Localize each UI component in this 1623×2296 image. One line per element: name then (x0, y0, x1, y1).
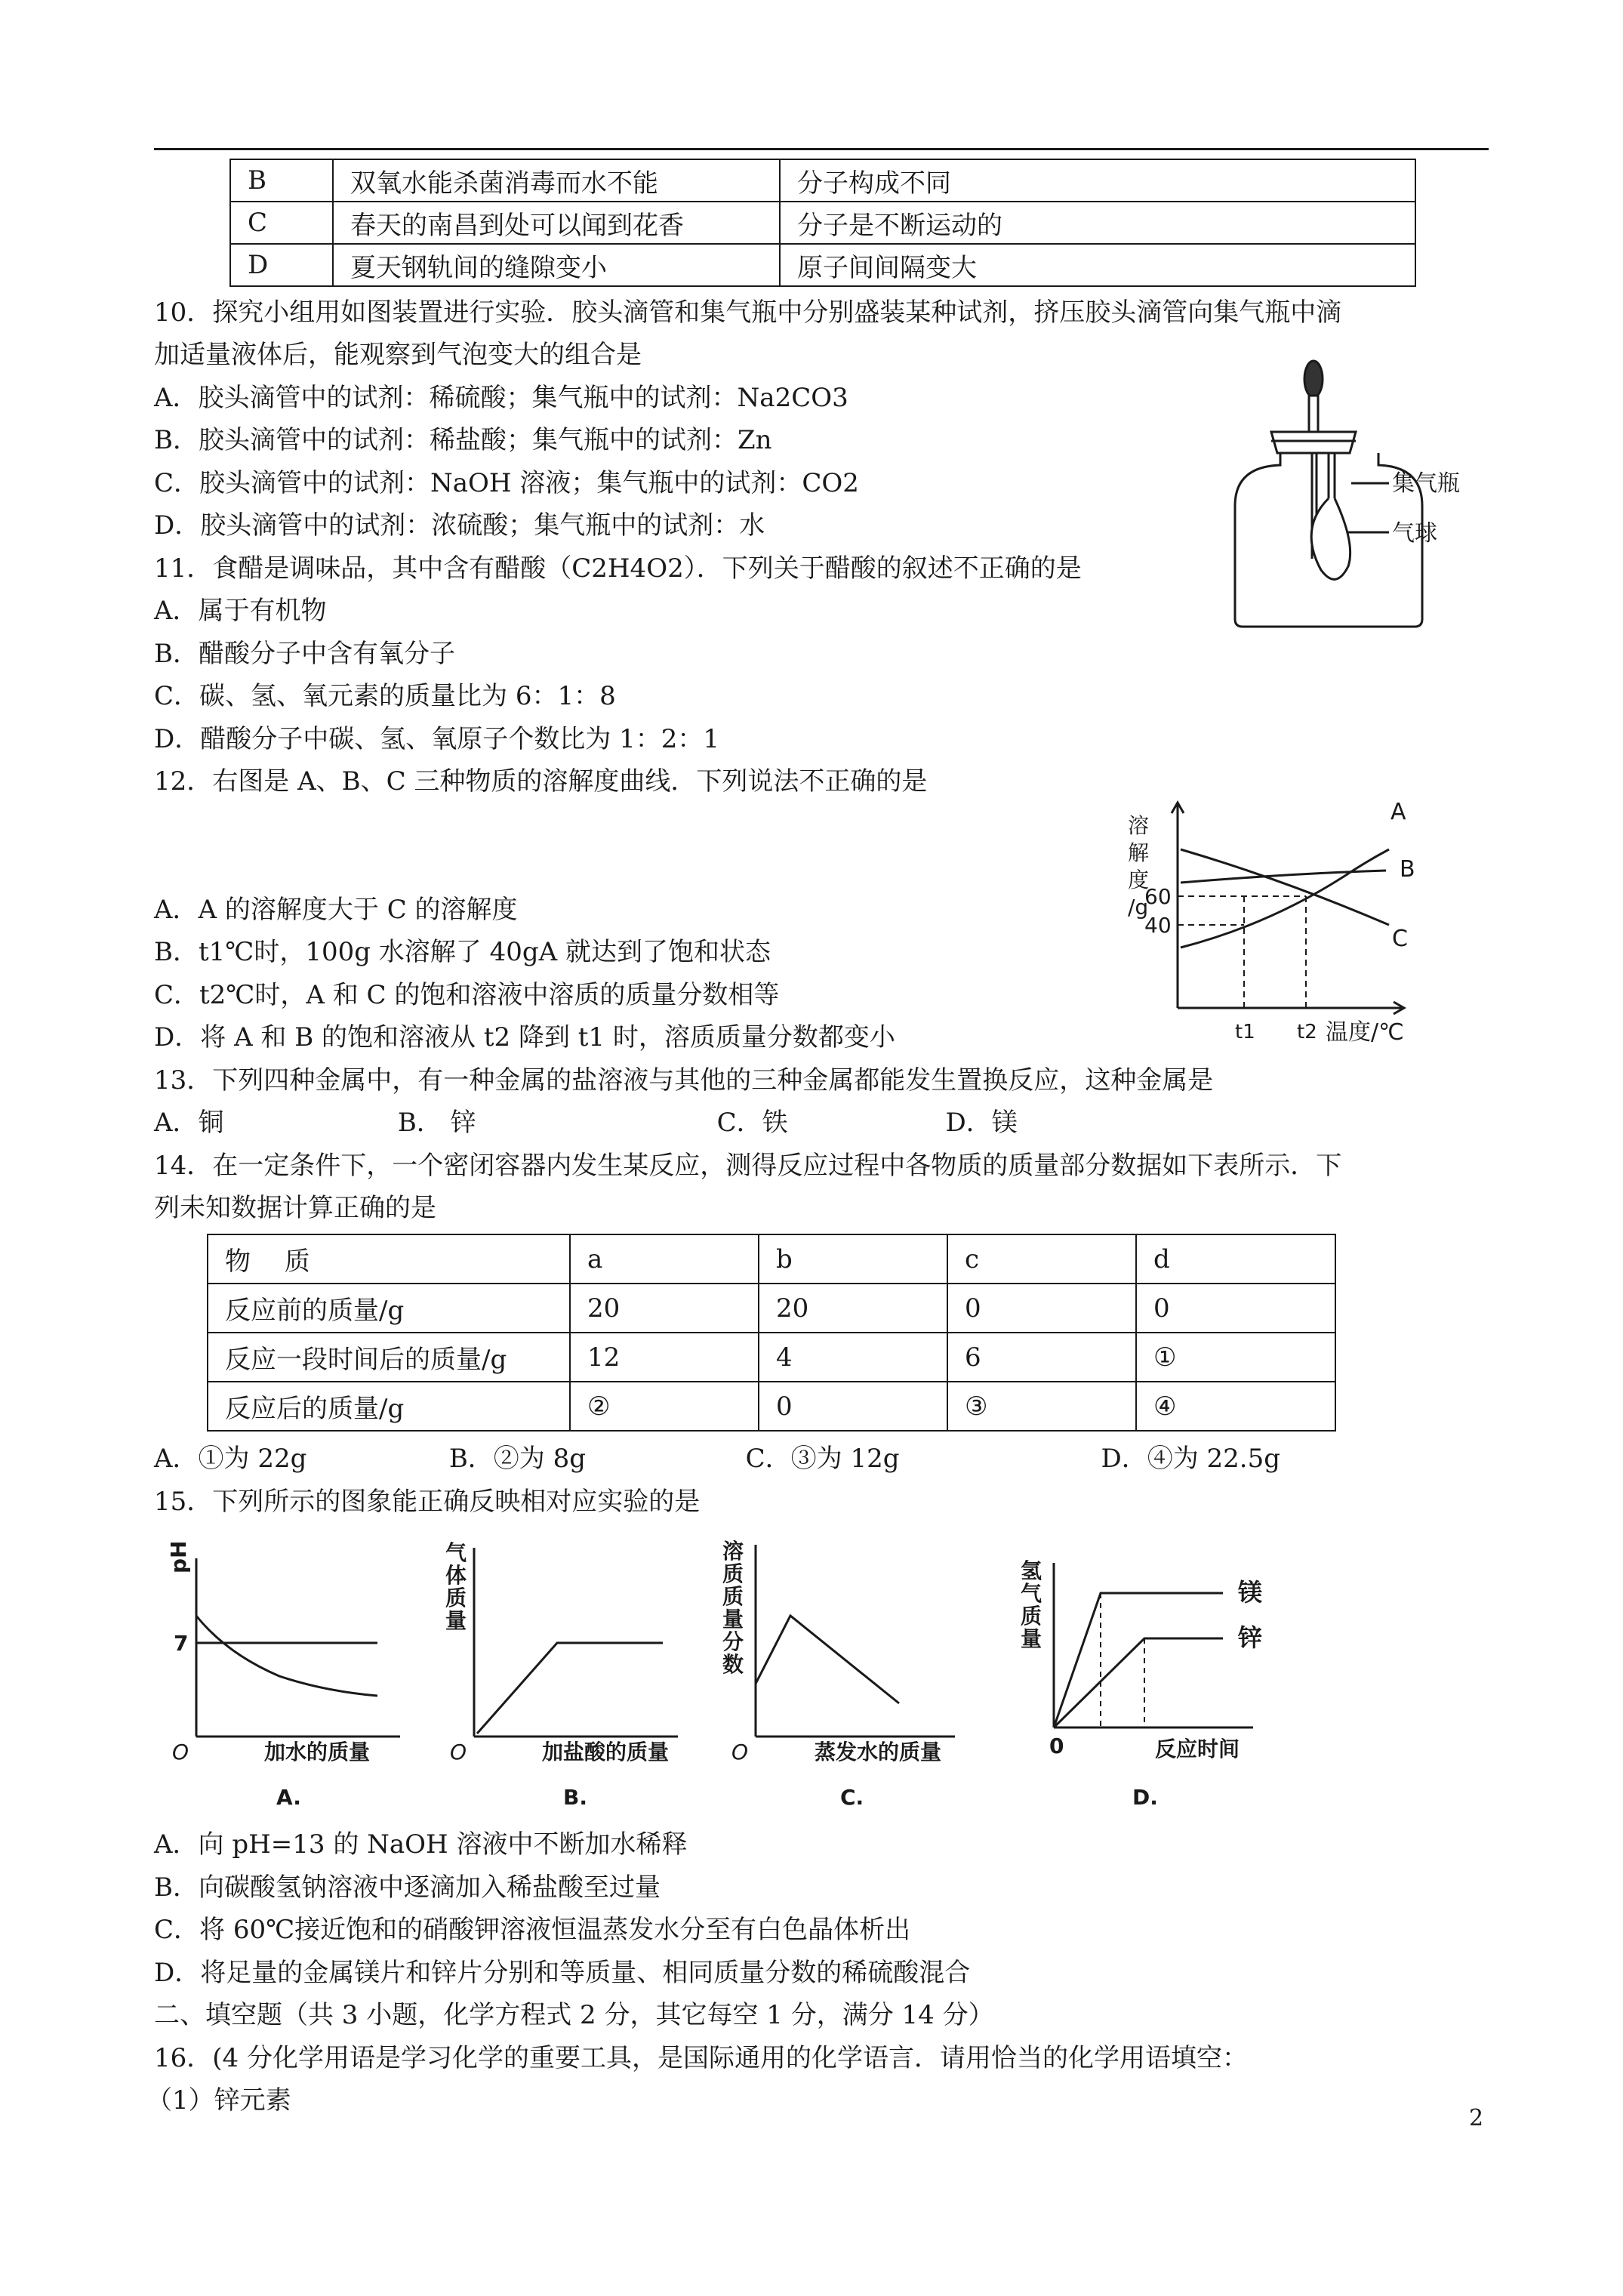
graph-d-series-mg: 镁 (1238, 1578, 1263, 1607)
table-cell: 0 (947, 1284, 1136, 1333)
table-cell: 20 (570, 1284, 759, 1333)
graph-b-ylabel-3: 质 (445, 1586, 467, 1610)
q14-option-b: B．②为 8g (448, 1444, 587, 1474)
table-cell: ③ (947, 1382, 1136, 1431)
graph-c (721, 1533, 978, 1812)
graph-ylabel-3: 度 (1128, 868, 1150, 892)
q10-stem-line2: 加适量液体后，能观察到气泡变大的组合是 (154, 340, 642, 370)
q10-option-a: A．胶头滴管中的试剂：稀硫酸；集气瓶中的试剂：Na2CO3 (154, 383, 848, 413)
table-cell: 反应一段时间后的质量/g (208, 1333, 570, 1382)
q14-option-c: C．③为 12g (745, 1444, 900, 1474)
q12-option-b: B．t1℃时，100g 水溶解了 40gA 就达到了饱和状态 (154, 937, 771, 967)
table-row (208, 1382, 1335, 1431)
table-cell: 0 (1136, 1284, 1335, 1333)
graph-c-ylabel-1: 溶 (722, 1539, 744, 1564)
graph-c-ylabel-6: 数 (722, 1652, 744, 1677)
table-cell: C (230, 202, 333, 244)
q14-option-a: A．①为 22g (154, 1444, 307, 1474)
graph-b-ylabel-4: 量 (445, 1608, 467, 1633)
table-cell: 反应前的质量/g (208, 1284, 570, 1333)
q14-stem-line1: 14．在一定条件下，一个密闭容器内发生某反应，测得反应过程中各物质的质量部分数据如下表所示．下 (154, 1151, 1342, 1181)
graph-c-ylabel-5: 分 (722, 1629, 744, 1654)
curve-label-b: B (1400, 856, 1415, 883)
table-cell: B (230, 159, 333, 202)
xtick-t2: t2 (1297, 1021, 1317, 1043)
graph-d-ylabel-2: 气 (1021, 1581, 1042, 1606)
curve-b (1181, 871, 1386, 883)
table-header-cell: b (759, 1234, 947, 1284)
table-header-cell: c (947, 1234, 1136, 1284)
table-cell: 0 (759, 1382, 947, 1431)
graph-d-ylabel-3: 质 (1021, 1604, 1042, 1629)
q15-option-c: C．将 60℃接近饱和的硝酸钾溶液恒温蒸发水分至有白色晶体析出 (154, 1915, 911, 1945)
graph-a-xlabel: 加水的质量 (264, 1740, 371, 1764)
q12-option-a: A．A 的溶解度大于 C 的溶解度 (154, 895, 518, 925)
graph-b-ylabel-1: 气 (445, 1540, 467, 1565)
graph-ylabel-1: 溶 (1128, 813, 1150, 838)
table-header-cell: 物 质 (208, 1234, 570, 1284)
q13-option-a: A．铜 (154, 1108, 224, 1138)
table-cell: ② (570, 1382, 759, 1431)
table-cell: ① (1136, 1333, 1335, 1382)
graph-ylabel-4: /g (1128, 895, 1149, 920)
solubility-graph (1117, 797, 1434, 1053)
ytick-40: 40 (1144, 913, 1172, 938)
graph-d-ylabel-4: 量 (1021, 1626, 1042, 1651)
table-row (230, 159, 1415, 202)
table-cell: D (230, 244, 333, 286)
graph-ylabel-2: 解 (1128, 840, 1150, 865)
q10-option-c: C．胶头滴管中的试剂：NaOH 溶液；集气瓶中的试剂：CO2 (154, 468, 859, 498)
graph-d-series-zn: 锌 (1238, 1623, 1263, 1652)
table-row (208, 1234, 1335, 1284)
table-row (208, 1333, 1335, 1382)
q13-option-c: C．铁 (716, 1108, 788, 1138)
q14-option-d: D．④为 22.5g (1101, 1444, 1280, 1474)
graph-c-origin: O (731, 1740, 749, 1764)
graph-b-ylabel-2: 体 (445, 1563, 467, 1588)
q12-option-d: D．将 A 和 B 的饱和溶液从 t2 降到 t1 时，溶质质量分数都变小 (154, 1022, 895, 1052)
q10-stem-line1: 10．探究小组用如图装置进行实验．胶头滴管和集气瓶中分别盛装某种试剂，挤压胶头滴管向集气瓶中滴 (154, 297, 1342, 328)
q15-option-b: B．向碳酸氢钠溶液中逐滴加入稀盐酸至过量 (154, 1872, 661, 1903)
graph-xlabel: 温度/℃ (1326, 1019, 1404, 1046)
table-cell: 春天的南昌到处可以闻到花香 (333, 202, 780, 244)
table-row (208, 1284, 1335, 1333)
graph-c-xlabel: 蒸发水的质量 (815, 1740, 942, 1764)
graph-b-xlabel: 加盐酸的质量 (542, 1740, 670, 1764)
q11-option-a: A．属于有机物 (154, 596, 327, 626)
dropper-bulb-icon (1304, 361, 1323, 397)
q13-option-b: B． 锌 (397, 1108, 476, 1138)
q13-options (154, 1106, 1018, 1139)
curve-c (1181, 849, 1389, 925)
q11-option-b: B．醋酸分子中含有氧分子 (154, 639, 455, 669)
table-cell: 分子构成不同 (780, 159, 1415, 202)
q13-option-d: D．镁 (945, 1108, 1018, 1138)
graph-a (166, 1533, 415, 1812)
q15-stem: 15．下列所示的图象能正确反映相对应实验的是 (154, 1487, 701, 1517)
graph-c-ylabel-3: 质 (722, 1584, 744, 1609)
graph-b-caption: B. (563, 1785, 587, 1810)
table-cell: 夏天钢轨间的缝隙变小 (333, 244, 780, 286)
graph-c-caption: C. (840, 1785, 864, 1810)
graph-b (444, 1533, 701, 1812)
label-balloon: 气球 (1392, 520, 1437, 547)
graph-c-ylabel-2: 质 (722, 1561, 744, 1586)
q9-table (229, 159, 1416, 287)
label-bottle: 集气瓶 (1392, 470, 1460, 497)
q15-option-a: A．向 pH=13 的 NaOH 溶液中不断加水稀释 (154, 1829, 688, 1860)
table-cell: 反应后的质量/g (208, 1382, 570, 1431)
table-cell: 4 (759, 1333, 947, 1382)
ytick-60: 60 (1144, 884, 1172, 909)
q14-stem-line2: 列未知数据计算正确的是 (154, 1193, 436, 1223)
xtick-t1: t1 (1235, 1021, 1255, 1043)
q13-stem: 13．下列四种金属中，有一种金属的盐溶液与其他的三种金属都能发生置换反应，这种金属是 (154, 1065, 1214, 1096)
graph-b-origin: O (450, 1740, 467, 1764)
curve-a (1181, 849, 1389, 948)
q16-item-1: （1）锌元素 (146, 2085, 291, 2116)
table-cell: 6 (947, 1333, 1136, 1382)
q12-option-c: C．t2℃时，A 和 C 的饱和溶液中溶质的质量分数相等 (154, 980, 780, 1010)
graph-a-tick: 7 (174, 1631, 189, 1656)
apparatus-figure (1208, 355, 1480, 634)
table-header-cell: d (1136, 1234, 1335, 1284)
graph-a-origin: O (172, 1740, 189, 1764)
table-cell: 20 (759, 1284, 947, 1333)
q11-option-c: C．碳、氢、氧元素的质量比为 6：1：8 (154, 681, 616, 711)
table-cell: 双氧水能杀菌消毒而水不能 (333, 159, 780, 202)
table-row (230, 244, 1415, 286)
page-number: 2 (1469, 2105, 1484, 2131)
table-row (230, 202, 1415, 244)
q11-option-d: D．醋酸分子中碳、氢、氧原子个数比为 1：2：1 (154, 724, 719, 754)
table-cell: ④ (1136, 1382, 1335, 1431)
q12-stem: 12．右图是 A、B、C 三种物质的溶解度曲线．下列说法不正确的是 (154, 766, 928, 797)
graph-d-origin: 0 (1049, 1734, 1064, 1758)
section-2-heading: 二、填空题（共 3 小题，化学方程式 2 分，其它每空 1 分，满分 14 分） (154, 2000, 994, 2030)
graph-c-ylabel-4: 量 (722, 1607, 744, 1632)
graph-d (1019, 1533, 1291, 1812)
table-header-cell: a (570, 1234, 759, 1284)
q11-stem: 11．食醋是调味品，其中含有醋酸（C2H4O2）．下列关于醋酸的叙述不正确的是 (154, 553, 1082, 584)
curve-label-a: A (1390, 799, 1406, 825)
q14-table (207, 1234, 1336, 1432)
q15-option-d: D．将足量的金属镁片和锌片分别和等质量、相同质量分数的稀硫酸混合 (154, 1958, 971, 1988)
q14-options (154, 1442, 1280, 1475)
graph-d-xlabel: 反应时间 (1155, 1737, 1240, 1761)
graph-a-caption: A. (276, 1785, 301, 1810)
curve-label-c: C (1392, 926, 1408, 952)
table-cell: 分子是不断运动的 (780, 202, 1415, 244)
header-rule (154, 148, 1489, 150)
q10-option-b: B．胶头滴管中的试剂：稀盐酸；集气瓶中的试剂：Zn (154, 425, 772, 455)
q16-stem: 16．(4 分化学用语是学习化学的重要工具，是国际通用的化学语言．请用恰当的化学用语填空： (154, 2043, 1248, 2073)
table-cell: 原子间间隔变大 (780, 244, 1415, 286)
table-cell: 12 (570, 1333, 759, 1382)
graph-d-ylabel-1: 氢 (1021, 1558, 1042, 1583)
graph-a-ylabel: pH (166, 1540, 191, 1573)
graph-d-caption: D. (1132, 1785, 1158, 1810)
q10-option-d: D．胶头滴管中的试剂：浓硫酸；集气瓶中的试剂：水 (154, 510, 765, 541)
